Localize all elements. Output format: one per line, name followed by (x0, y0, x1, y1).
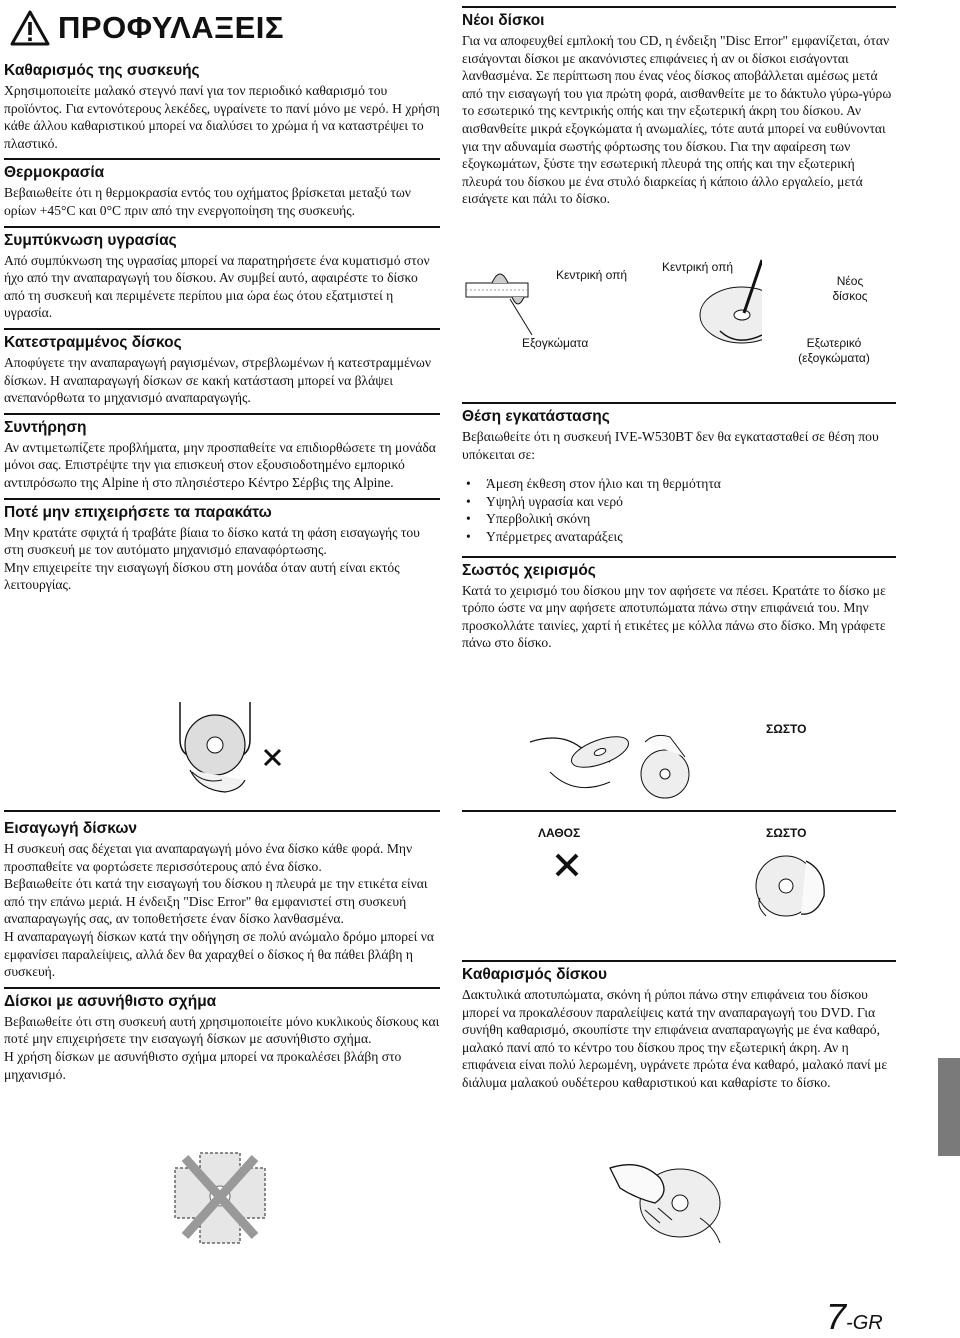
section-condensation (4, 226, 440, 322)
list-item: • Υψηλή υγρασία και νερό (462, 493, 896, 511)
page-number (826, 1296, 883, 1338)
section-text: Η συσκευή σας δέχεται για αναπαραγωγή μόνο ένα δίσκο κάθε φορά. Μην προσπαθείτε να φορτώσετε περισσότερους από ένα δίσκο. (4, 841, 413, 874)
label-center-hole-2: Κεντρική οπή (662, 260, 734, 274)
page-header (10, 10, 284, 46)
section-text: Η χρήση δίσκων με ασυνήθιστο σχήμα μπορεί να προκαλέσει βλάβη στο μηχανισμό. (4, 1048, 402, 1082)
label-center-hole-1: Κεντρική οπή (556, 268, 628, 282)
section-text: Η αναπαραγωγή δίσκων κατά την οδήγηση σε πολύ ανώμαλο δρόμο μπορεί να εμφανίσει παραλείψεις, αλλά δεν θα χαραχθεί ο δίσκος ή θα πάθει βλάβη η συσκευή. (4, 928, 435, 980)
section-damaged-disc (4, 328, 440, 407)
section-title: Θέση εγκατάστασης (462, 408, 610, 425)
section-title: Θερμοκρασία (4, 164, 105, 182)
list-item: • Υπερβολική σκόνη (462, 510, 896, 528)
right-column-middle (462, 402, 896, 658)
installation-list (462, 475, 896, 545)
section-title: Νέοι δίσκοι (462, 12, 545, 29)
section-disc-cleaning (462, 960, 896, 1092)
section-installation (462, 402, 896, 546)
page-number-value: 7 (826, 1296, 847, 1337)
page-title: ΠΡΟΦΥΛΑΞΕΙΣ (58, 10, 285, 45)
section-text: Από συμπύκνωση της υγρασίας μπορεί να παρατηρήσετε ένα κυματισμό στον ήχο από την αναπαραγωγή του δίσκου. Αν συμβεί αυτό, αφαιρέστε το δίσκο από τη συσκευή και περιμένετε περίπου μια ώρα έως ότου εξατμιστεί η υγρασία. (4, 252, 430, 321)
section-text: Για να αποφευχθεί εμπλοκή του CD, η ένδειξη "Disc Error" εμφανίζεται, όταν εισάγονται δίσκοι με ακανόνιστες επιφάνειες ή αν οι δίσκοι εισάγονται λανθασμένα. Σε περίπτωση που ένας νέος δίσκος αποβάλλεται αμέσως μετά από την εισαγωγή του για πρώτη φορά, αισθανθείτε με το δάκτυλο γύρω-γύρω το εσωτερικό της κεντρικής οπής και την εξωτερική άκρη του δίσκου. Αν αισθανθείτε μικρά εξογκώματα ή ανωμαλίες, τότε αυτά μπορεί να ευθύνονται για την αδυναμία σωστής φόρτωσης του δίσκου. Για την αφαίρεση των εξογκωμάτων, ξύστε την εσωτερική πλευρά της οπής και την εξωτερική πλευρά του δίσκου με ένα στυλό διαρκείας ή κάποιο άλλο εργαλείο, μετά εισάγετε και πάλι το δίσκο. (462, 33, 892, 207)
section-title: Καθαρισμός δίσκου (462, 966, 608, 983)
list-item: • Άμεση έκθεση στον ήλιο και τη θερμότητα (462, 475, 896, 493)
section-title: Ποτέ μην επιχειρήσετε τα παρακάτω (4, 503, 272, 521)
label-correct-2: ΣΩΣΤΟ (766, 826, 807, 840)
section-never-do (4, 498, 440, 594)
section-title: Καθαρισμός της συσκευής (4, 62, 200, 79)
section-irregular (4, 987, 440, 1083)
hand-holding-disc-illustration (520, 712, 720, 802)
label-correct-1: ΣΩΣΤΟ (766, 722, 807, 736)
section-text: Βεβαιωθείτε ότι η συσκευή IVE-W530BT δεν θα εγκατασταθεί σε θέση που υπόκειται σε: (462, 429, 879, 462)
disc-insertion-illustration (170, 700, 290, 800)
label-new-disc (820, 274, 880, 304)
warning-icon (10, 10, 50, 46)
section-text: Δακτυλικά αποτυπώματα, σκόνη ή ρύποι πάνω στην επιφάνεια του δίσκου μπορεί να προκαλέσουν παραλείψεις κατά την αναπαραγωγή του DVD. Για συνήθη καθαρισμό, σκουπίστε την επιφάνεια αναπαραγωγής με ένα καθαρό, μαλακό πανί από το κέντρο του δίσκου προς την εξωτερική άκρη. Αν η επιφάνεια είναι πολύ λερωμένη, υγράνετε πρώτα ένα καθαρό, μαλακό πανί με διάλυμα μαλακού ουδέτερου καθαριστικού και καθαρίστε το δίσκο. (462, 987, 888, 1090)
label-outside-text: Εξωτερικό (εξογκώματα) (798, 336, 870, 365)
section-temperature (4, 158, 440, 219)
right-column-top (462, 6, 896, 214)
page-number-suffix: -GR (846, 1312, 883, 1334)
section-maintenance (4, 413, 440, 492)
section-divider (4, 810, 440, 812)
label-new-disc-text: Νέος δίσκος (832, 274, 868, 303)
section-handling (462, 556, 896, 652)
section-title: Κατεστραμμένος δίσκος (4, 333, 182, 351)
section-title: Σωστός χειρισμός (462, 561, 596, 579)
section-inserting (4, 816, 440, 981)
list-item: • Υπέρμετρες αναταράξεις (462, 528, 896, 546)
section-divider (462, 810, 896, 812)
section-text: Βεβαιωθείτε ότι στη συσκευή αυτή χρησιμοποιείτε μόνο κυκλικούς δίσκους και ποτέ μην επιχειρήσετε την εισαγωγή δίσκων με ασυνήθιστο σχήμα. (4, 1013, 440, 1047)
correct-hold-illustration (746, 846, 836, 926)
section-title: Δίσκοι με ασυνήθιστο σχήμα (4, 992, 217, 1010)
label-bumps: Εξογκώματα (522, 336, 589, 350)
section-title: Συμπύκνωση υγρασίας (4, 231, 177, 249)
wrong-x-icon (554, 852, 580, 878)
section-text: Αν αντιμετωπίζετε προβλήματα, μην προσπαθείτε να επιδιορθώσετε τη μονάδα μόνοι σας. Επιστρέψτε την για επισκευή στον εξουσιοδοτημένο εμπορικό αντιπρόσωπο της Alpine ή στο πλησιέστερο Κέντρο Σέρβις της Alpine. (4, 439, 436, 490)
section-cleaning-unit (4, 58, 440, 152)
label-wrong: ΛΑΘΟΣ (538, 826, 581, 840)
section-new-discs (462, 6, 896, 208)
left-column-top (4, 58, 440, 600)
label-outside (784, 336, 884, 366)
section-title: Συντήρηση (4, 418, 87, 436)
section-text: Μην κρατάτε σφιχτά ή τραβάτε βίαια το δίσκο κατά τη φάση εισαγωγής του στη συσκευή με τον αυτόματο μηχανισμό επαναφόρτωσης. (4, 524, 420, 558)
disc-cleaning-illustration (600, 1148, 740, 1248)
section-text: Χρησιμοποιείτε μαλακό στεγνό πανί για τον περιοδικό καθαρισμό του προϊόντος. Για εντονότερους λεκέδες, υγραίνετε το πανί μόνο με νερό. Η χρήση κάθε άλλου καθαριστικού μπορεί να διαλύσει το χρώμα ή να καταστρέψει το πλαστικό. (4, 83, 440, 151)
irregular-disc-illustration (170, 1148, 270, 1248)
section-text: Αποφύγετε την αναπαραγωγή ραγισμένων, στρεβλωμένων ή κατεστραμμένων δίσκων. Η αναπαραγωγή δίσκων σε κακή κατάσταση μπορεί να βλάψει ανεπανόρθωτα το μηχανισμό αναπαραγωγής. (4, 354, 432, 406)
side-tab (938, 1058, 960, 1156)
right-column-bottom (462, 960, 896, 1098)
section-text: Βεβαιωθείτε ότι η θερμοκρασία εντός του οχήματος βρίσκεται μεταξύ των ορίων +45°C και 0°C πριν από την ενεργοποίηση της συσκευής. (4, 185, 411, 218)
section-text: Βεβαιωθείτε ότι κατά την εισαγωγή του δίσκου η πλευρά με την ετικέτα είναι από την επάνω μεριά. Η ένδειξη "Disc Error" θα εμφανιστεί στη συσκευή αναπαραγωγής σας, αν τοποθετήσετε έναν δίσκο λανθασμένα. (4, 876, 428, 927)
section-text: Μην επιχειρείτε την εισαγωγή δίσκου στη μονάδα όταν αυτή είναι εκτός λειτουργίας. (4, 559, 400, 593)
section-text: Κατά το χειρισμό του δίσκου μην τον αφήσετε να πέσει. Κρατάτε το δίσκο με τρόπο ώστε να μην αφήσετε αποτυπώματα πάνω στην επιφάνειά του. Μην προσκολλάτε ταινίες, χαρτί ή ετικέτες με κόλλα πάνω στο δίσκο. Μη γράφετε πάνω στο δίσκο. (462, 582, 886, 651)
section-title: Εισαγωγή δίσκων (4, 820, 138, 837)
left-column-bottom (4, 816, 440, 1089)
